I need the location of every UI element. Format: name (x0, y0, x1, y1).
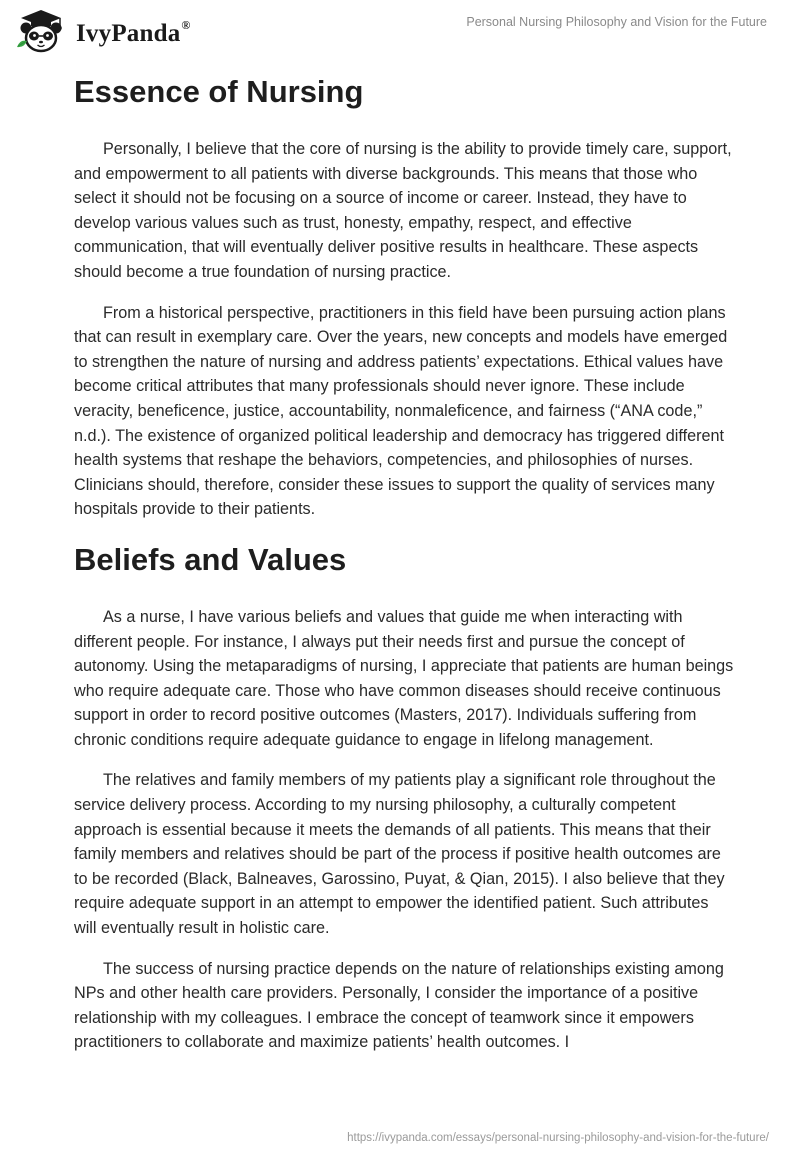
brand-text: IvyPanda (76, 20, 181, 47)
paragraph: From a historical perspective, practitioners in this field have been pursuing action plans that can result in exemplary care. Over the years, new concepts and models have emerged to strengthen the nature of nursing and address patients’ expectations. Ethical values have become critical attributes that many professionals should never ignore. These include veracity, beneficence, justice, accountability, nonmaleficence, and fairness (“ANA code,” n.d.). The existence of organized political leadership and democracy has triggered different health systems that reshape the behaviors, competencies, and philosophies of nurses. Clinicians should, therefore, consider these issues to support the quality of services many hospitals provide to their patients. (74, 303, 728, 519)
paragraph: As a nurse, I have various beliefs and values that guide me when interacting with different people. For instance, I always put their needs first and pursue the concept of autonomy. Using the metaparadigms of nursing, I appreciate that patients are human beings who require adequate care. Those who have common diseases should receive continuous support in order to record positive outcomes (Masters, 2017). Individuals suffering from chronic conditions require adequate guidance to engage in lifelong management. (74, 607, 734, 749)
paragraph: The relatives and family members of my patients play a significant role throughout the service delivery process. According to my nursing philosophy, a culturally competent approach is essential because it meets the demands of all patients. This means that their family members and relatives should be part of the process if positive health outcomes are to be recorded (Black, Balneaves, Garossino, Puyat, & Qian, 2015). I also believe that they require adequate support in an attempt to empower the identified patient. Such attributes will eventually result in holistic care. (74, 771, 725, 938)
brand-name[interactable] (76, 17, 191, 48)
page-header (0, 0, 800, 70)
paragraph: The success of nursing practice depends on the nature of relationships existing among NPs and other health care providers. Personally, I consider the importance of a positive relationship with my colleagues. I embrace the concept of teamwork since it empowers practitioners to collaborate and maximize patients’ health outcomes. I (74, 959, 724, 1052)
source-url-link[interactable]: https://ivypanda.com/essays/personal-nursing-philosophy-and-vision-for-the-future/ (347, 1132, 769, 1144)
registered-mark: ® (181, 17, 191, 32)
section-heading: Essence of Nursing (74, 74, 364, 109)
essay-content (74, 72, 734, 1071)
panda-logo-icon[interactable] (14, 9, 68, 53)
document-title: Personal Nursing Philosophy and Vision for the Future (466, 15, 767, 29)
section-heading: Beliefs and Values (74, 541, 347, 577)
paragraph: Personally, I believe that the core of nursing is the ability to provide timely care, support, and empowerment to all patients with diverse backgrounds. This means that those who select it should not be focusing on a source of income or career. Instead, they have to develop various values such as trust, honesty, empathy, respect, and effective communication, that will eventually deliver positive results in healthcare. These aspects should become a true foundation of nursing practice. (74, 140, 732, 281)
